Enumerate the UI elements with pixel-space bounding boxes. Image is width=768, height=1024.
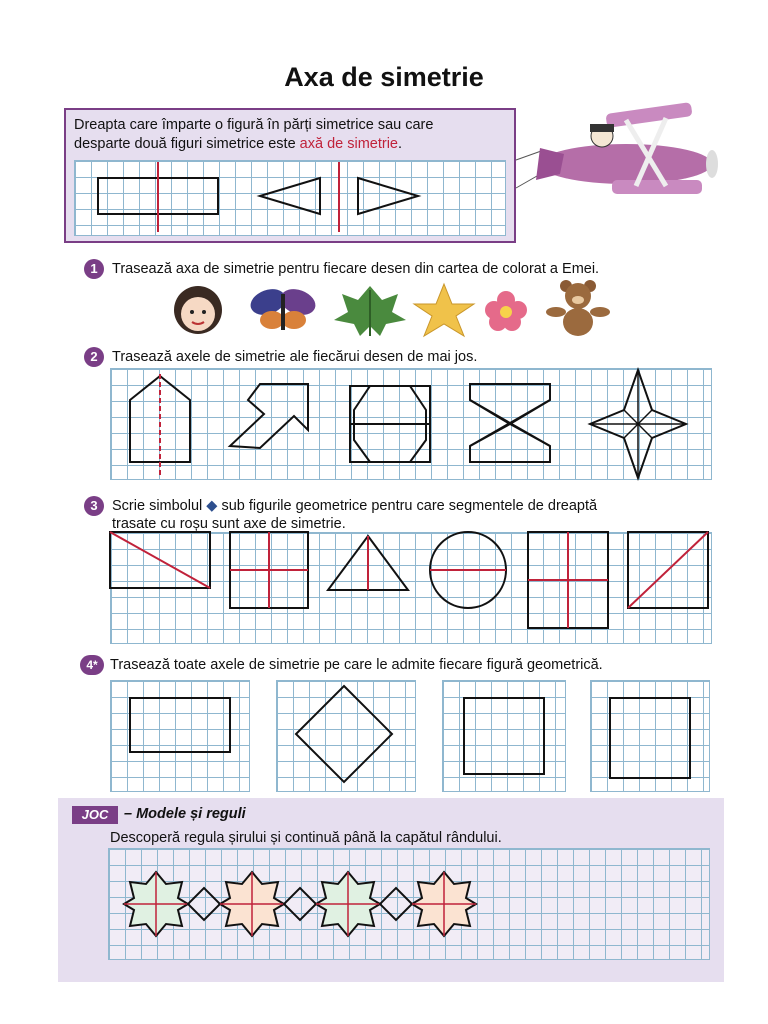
joc-text: Descoperă regula șirului și continuă până la capătul rândului. <box>110 830 502 846</box>
pattern-star-4 <box>412 872 476 936</box>
leaf-icon <box>334 286 406 336</box>
definition-text <box>74 116 514 154</box>
definition-highlight: axă de simetrie <box>299 136 398 152</box>
exercise-3-line-2: trasate cu roșu sunt axe de simetrie. <box>112 516 346 532</box>
exercise-4-figures <box>110 680 712 792</box>
exercise-1-text: Trasează axa de simetrie pentru fiecare desen din cartea de colorat a Emei. <box>112 261 600 277</box>
pattern-diamond-1 <box>188 888 220 920</box>
pattern-diamond-2 <box>284 888 316 920</box>
exercise-1-pictures <box>168 280 628 338</box>
girl-face-icon <box>174 286 222 334</box>
pattern-star-1 <box>124 872 188 936</box>
butterfly-icon <box>247 285 319 330</box>
exercise-4-badge: 4* <box>80 655 104 675</box>
pattern-star-3 <box>316 872 380 936</box>
hexagon-in-square-shape <box>350 386 430 462</box>
diamond-symbol: ◆ <box>206 498 218 514</box>
teddy-bear-icon <box>546 280 610 336</box>
exercise-3-text <box>112 497 597 533</box>
page-title: Axa de simetrie <box>284 62 484 92</box>
arrow-shape <box>230 384 308 448</box>
definition-figures <box>74 160 506 236</box>
starfish-icon <box>414 284 474 336</box>
pattern-star-2 <box>220 872 284 936</box>
exercise-3-badge: 3 <box>84 496 104 516</box>
exercise-2-figures <box>110 368 712 480</box>
figure-rectangle <box>130 698 230 752</box>
flower-icon <box>485 291 527 331</box>
figure-square-2 <box>610 698 690 778</box>
figure-rhombus <box>296 686 392 782</box>
joc-tag: JOC <box>72 806 118 824</box>
airplane-icon <box>516 100 726 210</box>
definition-line-1: Dreapta care împarte o figură în părți simetrice sau care <box>74 117 434 133</box>
exercise-2-badge: 2 <box>84 347 104 367</box>
exercise-3-figures <box>110 532 712 644</box>
joc-title: – Modele și reguli <box>124 806 246 822</box>
left-triangle <box>260 178 320 214</box>
exercise-2-text: Trasează axele de simetrie ale fiecărui desen de mai jos. <box>112 349 478 365</box>
exercise-1-badge: 1 <box>84 259 104 279</box>
figure-square-1 <box>464 698 544 774</box>
exercise-3-line-1: Scrie simbolul ◆ sub figurile geometrice pentru care segmentele de dreaptă <box>112 498 598 514</box>
exercise-4-text: Trasează toate axele de simetrie pe care le admite fiecare figură geometrică. <box>110 657 603 673</box>
joc-pattern <box>108 848 710 960</box>
hourglass-shape <box>470 384 550 462</box>
right-triangle <box>358 178 418 214</box>
definition-line-2: desparte două figuri simetrice este axă de simetrie. <box>74 136 403 152</box>
pattern-diamond-3 <box>380 888 412 920</box>
four-point-star-shape <box>590 370 686 478</box>
